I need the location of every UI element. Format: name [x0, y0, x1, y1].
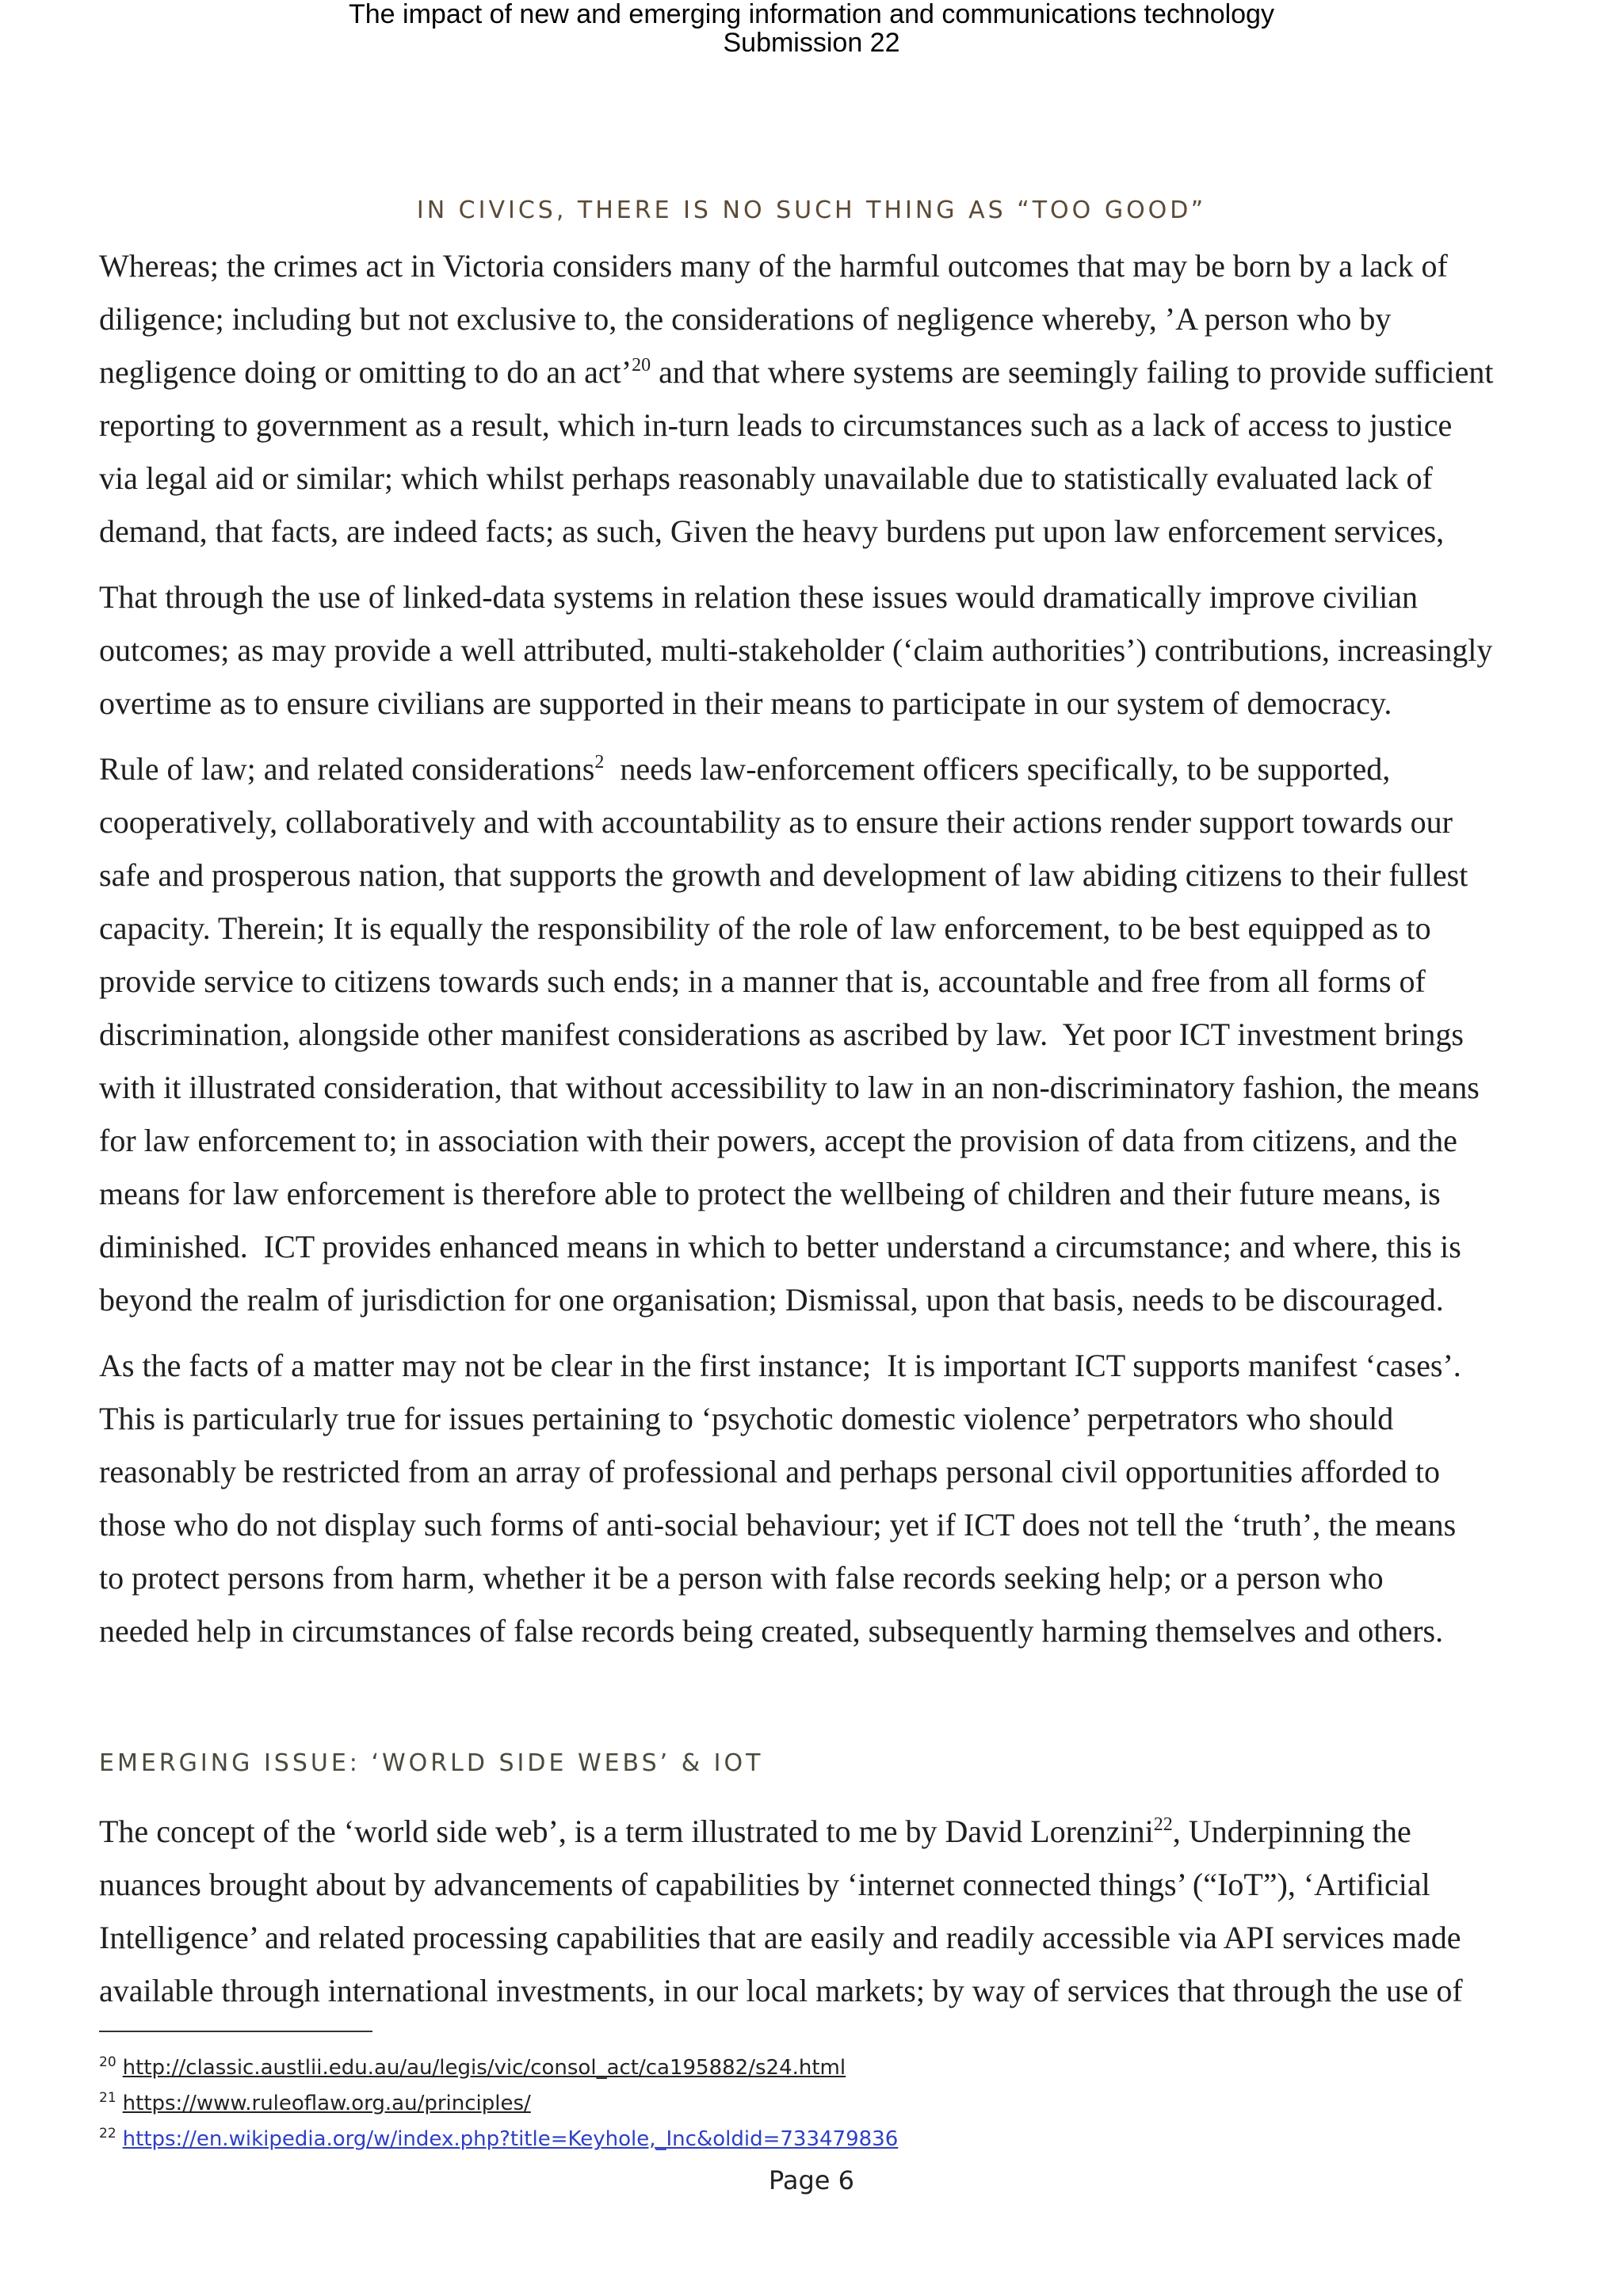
text-line: reasonably be restricted from an array of professional and perhaps personal civil opportunities afforded to [99, 1454, 1441, 1489]
footnote-22 [99, 2122, 898, 2157]
text-line: demand, that facts, are indeed facts; as such, Given the heavy burdens put upon law enforcement services, [99, 513, 1445, 549]
text-line: Whereas; the crimes act in Victoria considers many of the harmful outcomes that may be born by a lack of [99, 248, 1448, 284]
text-line: discrimination, alongside other manifest considerations as ascribed by law. Yet poor ICT investment brings [99, 1016, 1464, 1052]
text-line: means for law enforcement is therefore able to protect the wellbeing of children and their future means, is [99, 1176, 1441, 1211]
paragraph-crimes-act [99, 239, 1549, 558]
text-line: reporting to government as a result, which in-turn leads to circumstances such as a lack of access to justice [99, 407, 1453, 443]
footnote-link-wikipedia[interactable]: https://en.wikipedia.org/w/index.php?title=Keyhole,_Inc&oldid=733479836 [122, 2127, 899, 2151]
footnote-20 [99, 2050, 898, 2086]
text-line: safe and prosperous nation, that supports the growth and development of law abiding citizens to their fullest [99, 857, 1468, 893]
text-line: for law enforcement to; in association with their powers, accept the provision of data from citizens, and the [99, 1123, 1457, 1158]
footnotes [99, 2050, 898, 2157]
footnote-number: 22 [99, 2126, 116, 2142]
text-line [99, 1805, 1549, 1858]
text-line [99, 742, 1549, 795]
footnote-ref-2[interactable]: 2 [594, 752, 605, 772]
footnote-number: 21 [99, 2090, 116, 2106]
text-line: needed help in circumstances of false records being created, subsequently harming themselves and others. [99, 1613, 1444, 1649]
text-line: This is particularly true for issues pertaining to ‘psychotic domestic violence’ perpetrators who should [99, 1401, 1394, 1436]
text-line: overtime as to ensure civilians are supported in their means to participate in our system of democracy. [99, 685, 1392, 721]
text-fragment: The concept of the ‘world side web’, is a term illustrated to me by David Lorenzini [99, 1814, 1154, 1849]
text-fragment: Rule of law; and related considerations [99, 751, 595, 787]
text-line: via legal aid or similar; which whilst perhaps reasonably unavailable due to statistically evaluated lack of [99, 460, 1433, 496]
text-line [99, 345, 1549, 399]
text-fragment: needs law-enforcement officers specifically, to be supported, [604, 751, 1391, 787]
text-line: As the facts of a matter may not be clear in the first instance; It is important ICT supports manifest ‘cases’. [99, 1348, 1461, 1383]
footnote-number: 20 [99, 2054, 116, 2070]
page-number: Page 6 [769, 2165, 854, 2195]
text-fragment: and that where systems are seemingly failing to provide sufficient [651, 354, 1494, 390]
text-line: outcomes; as may provide a well attributed, multi-stakeholder (‘claim authorities’) contributions, increasingly [99, 632, 1493, 668]
text-line: diminished. ICT provides enhanced means in which to better understand a circumstance; and where, this is [99, 1229, 1461, 1264]
text-line: diligence; including but not exclusive to, the considerations of negligence whereby, ’A person who by [99, 301, 1392, 337]
text-line: with it illustrated consideration, that without accessibility to law in an non-discriminatory fashion, the means [99, 1070, 1480, 1105]
section-heading-emerging-issue: EMERGING ISSUE: ‘WORLD SIDE WEBS’ & IOT [99, 1749, 764, 1777]
header-title: The impact of new and emerging information and communications technology [349, 0, 1274, 29]
text-line: available through international investments, in our local markets; by way of services that through the use of [99, 1973, 1463, 2008]
paragraph-linked-data [99, 570, 1549, 730]
paragraph-facts-of-matter [99, 1339, 1549, 1657]
text-line: to protect persons from harm, whether it be a person with false records seeking help; or a person who [99, 1560, 1384, 1596]
text-line: That through the use of linked-data systems in relation these issues would dramatically improve civilian [99, 579, 1419, 615]
paragraph-rule-of-law [99, 742, 1549, 1326]
text-line: Intelligence’ and related processing capabilities that are easily and readily accessible via API services made [99, 1920, 1461, 1955]
text-fragment: negligence doing or omitting to do an act’ [99, 354, 632, 390]
document-header [0, 0, 1623, 57]
text-line: cooperatively, collaboratively and with accountability as to ensure their actions render support towards our [99, 804, 1453, 840]
header-submission: Submission 22 [723, 28, 900, 58]
footnote-link-ruleoflaw[interactable]: https://www.ruleoflaw.org.au/principles/ [122, 2092, 531, 2115]
section-body-civics [99, 239, 1549, 1670]
section-body-emerging-issue [99, 1805, 1549, 2017]
text-line: provide service to citizens towards such ends; in a manner that is, accountable and free from all forms of [99, 963, 1426, 999]
text-fragment: , Underpinning the [1172, 1814, 1411, 1849]
text-line: beyond the realm of jurisdiction for one organisation; Dismissal, upon that basis, needs to be discouraged. [99, 1282, 1444, 1318]
footnote-divider [99, 2031, 372, 2032]
text-line: those who do not display such forms of anti-social behaviour; yet if ICT does not tell the ‘truth’, the means [99, 1507, 1457, 1543]
section-heading-civics: IN CIVICS, THERE IS NO SUCH THING AS “TOO GOOD” [416, 196, 1207, 224]
footnote-21 [99, 2086, 898, 2122]
footnote-link-austlii[interactable]: http://classic.austlii.edu.au/au/legis/vic/consol_act/ca195882/s24.html [122, 2056, 846, 2080]
footnote-ref-22[interactable]: 22 [1153, 1814, 1173, 1835]
text-line: capacity. Therein; It is equally the responsibility of the role of law enforcement, to be best equipped as to [99, 910, 1431, 946]
footnote-ref-20[interactable]: 20 [632, 355, 651, 376]
paragraph-world-side-web [99, 1805, 1549, 2017]
text-line: nuances brought about by advancements of capabilities by ‘internet connected things’ (“IoT”), ‘Artificial [99, 1867, 1430, 1902]
